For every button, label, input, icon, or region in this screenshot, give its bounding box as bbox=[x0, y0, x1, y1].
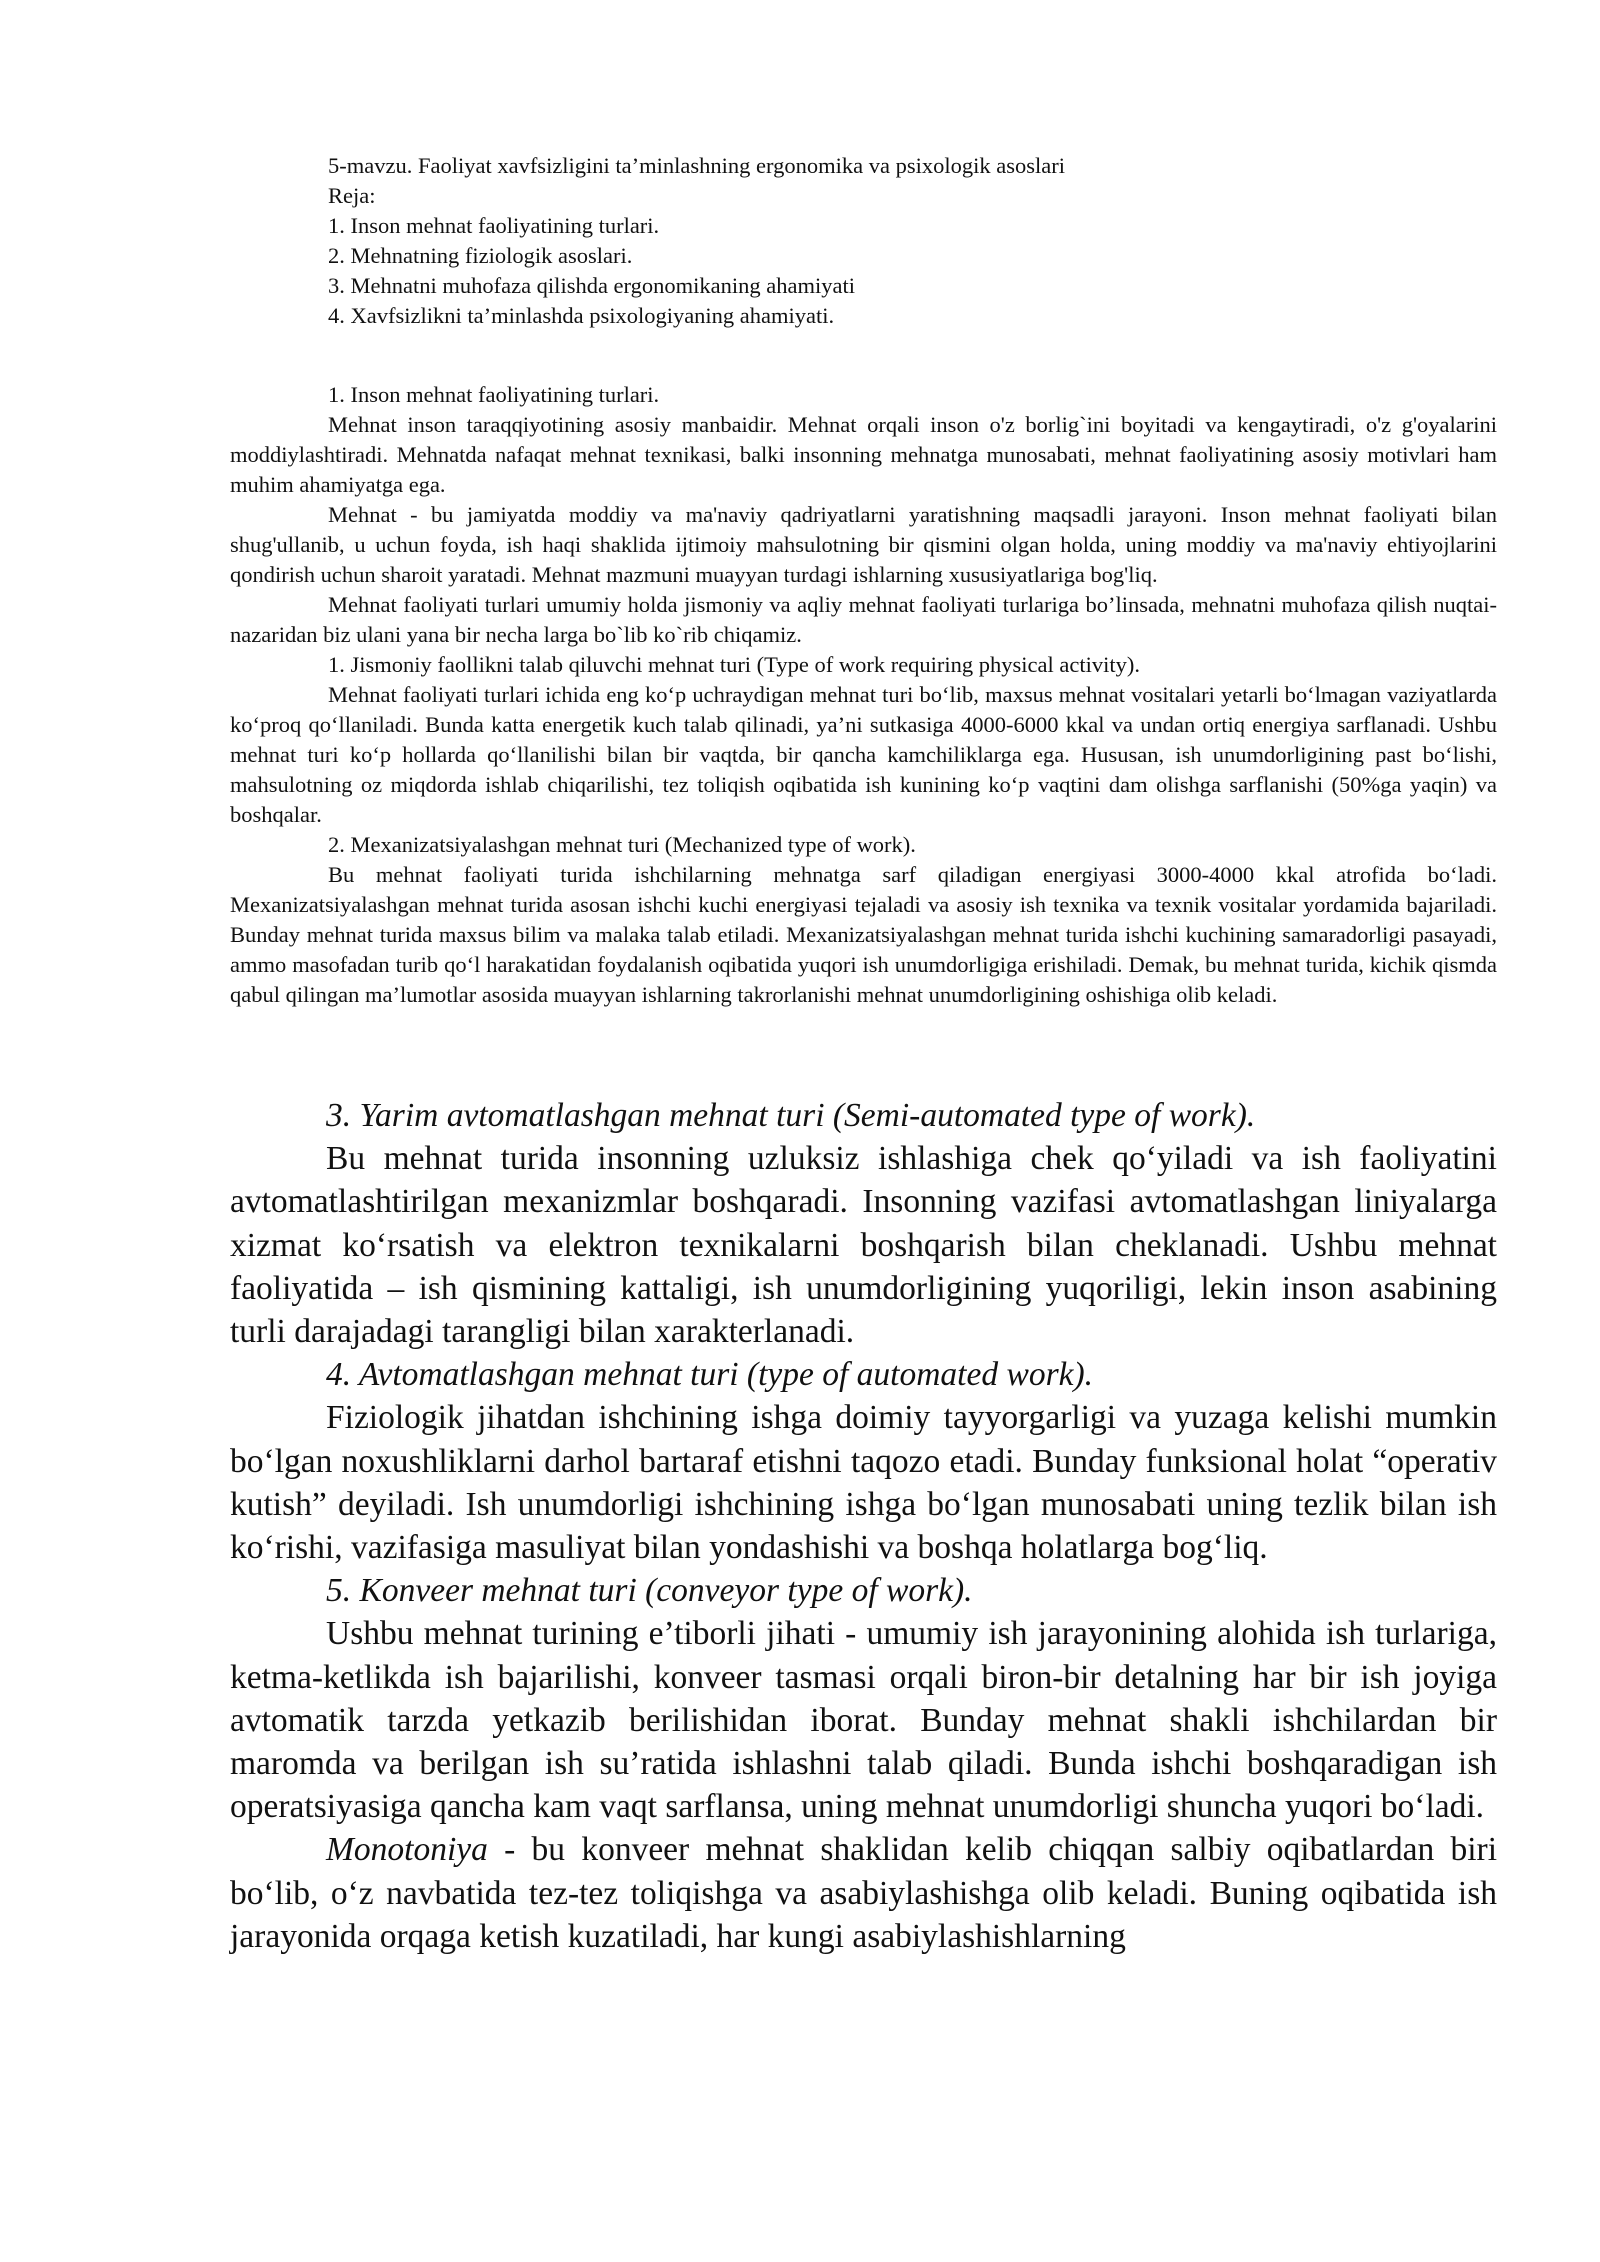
subsection-heading: 4. Avtomatlashgan mehnat turi (type of automated work). bbox=[326, 1356, 1094, 1394]
term-definition: - bu konveer mehnat shaklidan kelib chiqqan salbiy oqibatlardan biri bo‘lib, o‘z navbatida tez-tez toliqishga va asabiylashishga olib keladi. Buning oqibatida ish jarayonida orqaga ketish kuzatiladi, har kungi asabiylashishlarning bbox=[230, 1831, 1497, 1955]
topic-header bbox=[328, 151, 1065, 331]
small-text-block bbox=[230, 380, 1497, 1010]
plan-item: 2. Mehnatning fiziologik asoslari. bbox=[328, 243, 633, 268]
subsection-heading: 3. Yarim avtomatlashgan mehnat turi (Semi-automated type of work). bbox=[326, 1097, 1256, 1134]
paragraph: Bu mehnat faoliyati turida ishchilarning mehnatga sarf qiladigan energiyasi 3000-4000 kkal atrofida bo‘ladi. Mexanizatsiyalashgan mehnat turida asosan ishchi kuchi energiyasi tejaladi va asosiy ish texnika va texnik vositalar yordamida bajariladi. Bunday mehnat turida maxsus bilim va malaka talab etiladi. Mexanizatsiyalashgan mehnat turida ishchi kuchining samaradorligi pasayadi, ammo masofadan turib qo‘l harakatidan foydalanish oqibatida yuqori ish unumdorligiga erishiladi. Demak, bu mehnat turida, kichik qismda qabul qilingan ma’lumotlar asosida muayyan ishlarning takrorlanishi mehnat unumdorligining oshishiga olib keladi. bbox=[230, 862, 1497, 1007]
plan-item: 3. Mehnatni muhofaza qilishda ergonomikaning ahamiyati bbox=[328, 273, 855, 298]
paragraph: Mehnat inson taraqqiyotining asosiy manbaidir. Mehnat orqali inson o'z borlig`ini boyitadi va kengaytiradi, o'z g'oyalarini moddiylashtiradi. Mehnatda nafaqat mehnat texnikasi, balki insonning mehnatga munosabati, mehnat faoliyatining asosiy motivlari ham muhim ahamiyatga ega. bbox=[230, 412, 1497, 497]
plan-item: 4. Xavfsizlikni ta’minlashda psixologiyaning ahamiyati. bbox=[328, 303, 835, 328]
subsection-heading: 5. Konveer mehnat turi (conveyor type of work). bbox=[326, 1572, 973, 1610]
plan-label: Reja: bbox=[328, 183, 376, 208]
large-text-block bbox=[230, 1094, 1497, 1958]
subsection-heading: 1. Jismoniy faollikni talab qiluvchi mehnat turi (Type of work requiring physical activity). bbox=[328, 652, 1140, 677]
plan-item: 1. Inson mehnat faoliyatining turlari. bbox=[328, 213, 660, 238]
paragraph: Mehnat faoliyati turlari umumiy holda jismoniy va aqliy mehnat faoliyati turlariga bo’linsada, mehnatni muhofaza qilish nuqtai-nazaridan biz ulani yana bir necha larga bo`lib ko`rib chiqamiz. bbox=[230, 592, 1497, 647]
topic-title: 5-mavzu. Faoliyat xavfsizligini ta’minlashning ergonomika va psixologik asoslari bbox=[328, 153, 1065, 178]
paragraph: Mehnat - bu jamiyatda moddiy va ma'naviy qadriyatlarni yaratishning maqsadli jarayoni. Inson mehnat faoliyati bilan shug'ullanib, u uchun foyda, ish haqi shaklida ijtimoiy mahsulotning bir qismini olgan holda, uning moddiy va ma'naviy ehtiyojlarini qondirish uchun sharoit yaratadi. Mehnat mazmuni muayyan turdagi ishlarning xususiyatlariga bog'liq. bbox=[230, 502, 1497, 587]
term-monotoniya: Monotoniya bbox=[326, 1831, 488, 1869]
subsection-heading: 2. Mexanizatsiyalashgan mehnat turi (Mechanized type of work). bbox=[328, 832, 916, 857]
paragraph: Ushbu mehnat turining e’tiborli jihati - umumiy ish jarayonining alohida ish turlariga, ketma-ketlikda ish bajarilishi, konveer tasmasi orqali biron-bir detalning har bir ish joyiga avtomatik tarzda yetkazib berilishidan iborat. Bunday mehnat shakli ishchilardan bir maromda va berilgan ish su’ratida ishlashni talab qiladi. Bunda ishchi boshqaradigan ish operatsiyasiga qancha kam vaqt sarflansa, uning mehnat unumdorligi shuncha yuqori bo‘ladi. bbox=[230, 1615, 1497, 1826]
paragraph: Fiziologik jihatdan ishchining ishga doimiy tayyorgarligi va yuzaga kelishi mumkin bo‘lgan noxushliklarni darhol bartaraf etishni taqozo etadi. Bunday funksional holat “operativ kutish” deyiladi. Ish unumdorligi ishchining ishga bo‘lgan munosabati uning tezlik bilan ish ko‘rishi, vazifasiga masuliyat bilan yondashishi va boshqa holatlarga bog‘liq. bbox=[230, 1399, 1497, 1567]
paragraph: Bu mehnat turida insonning uzluksiz ishlashiga chek qo‘yiladi va ish faoliyatini avtomatlashtirilgan mexanizmlar boshqaradi. Insonning vazifasi avtomatlashgan liniyalarga xizmat ko‘rsatish va elektron texnikalarni boshqarish bilan cheklanadi. Ushbu mehnat faoliyatida – ish qismining kattaligi, ish unumdorligining yuqoriligi, lekin inson asabining turli darajadagi tarangligi bilan xarakterlanadi. bbox=[230, 1140, 1497, 1351]
paragraph: Mehnat faoliyati turlari ichida eng ko‘p uchraydigan mehnat turi bo‘lib, maxsus mehnat vositalari yetarli bo‘lmagan vaziyatlarda ko‘proq qo‘llaniladi. Bunda katta energetik kuch talab qilinadi, ya’ni sutkasiga 4000-6000 kkal va undan ortiq energiya sarflanadi. Ushbu mehnat turi ko‘p hollarda qo‘llanilishi bilan bir vaqtda, bir qancha kamchiliklarga ega. Hususan, ish unumdorligining past bo‘lishi, mahsulotning oz miqdorda ishlab chiqarilishi, tez toliqish oqibatida ish kunining ko‘p vaqtini dam olishga sarflanishi (50%ga yaqin) va boshqalar. bbox=[230, 682, 1497, 827]
paragraph bbox=[230, 1828, 1497, 1958]
section-heading: 1. Inson mehnat faoliyatining turlari. bbox=[328, 382, 660, 407]
